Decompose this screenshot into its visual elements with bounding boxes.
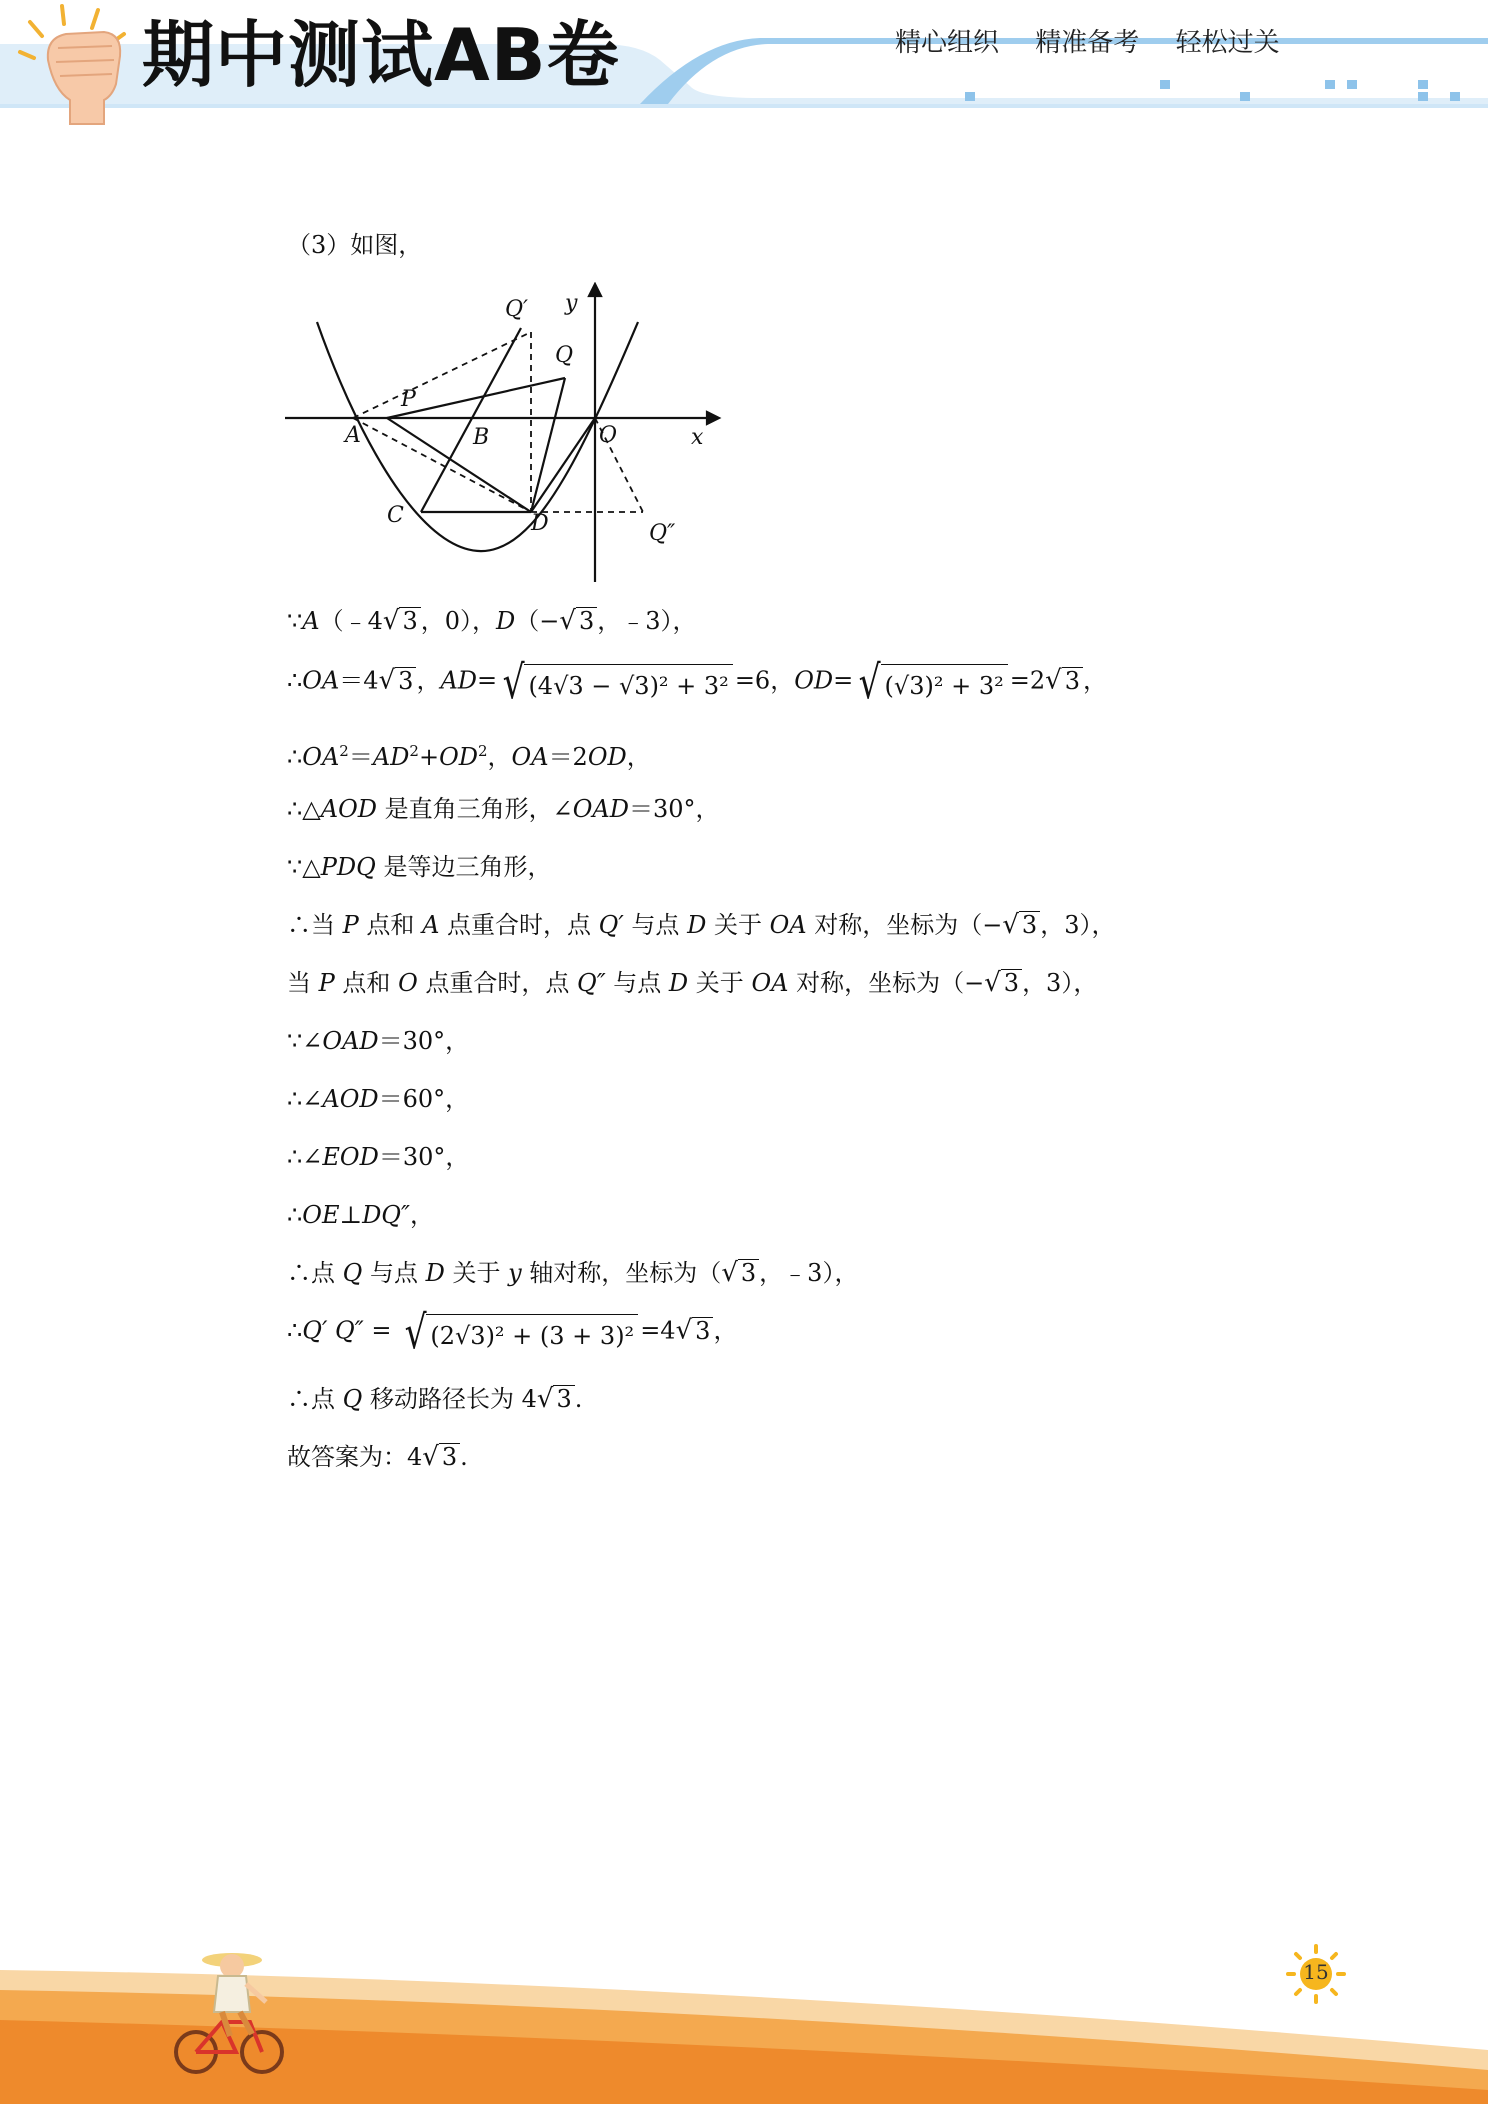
sqrt-symbol: √ bbox=[858, 655, 881, 709]
solution-line-3 bbox=[287, 734, 651, 774]
text: P bbox=[342, 911, 359, 939]
text: 3 bbox=[1019, 911, 1040, 938]
text: OE bbox=[302, 1201, 340, 1229]
label-q-prime: Q′ bbox=[505, 297, 529, 322]
text: ∵ bbox=[287, 607, 303, 635]
sqrt-symbol: √ bbox=[378, 665, 396, 696]
text: ∴∠ bbox=[287, 1085, 323, 1113]
text: + bbox=[418, 743, 440, 771]
sqrt-symbol: √ bbox=[502, 655, 525, 709]
text: O bbox=[398, 969, 418, 997]
text: (2√3)² + (3 + 3)² bbox=[426, 1314, 638, 1356]
text: D bbox=[496, 607, 516, 635]
header-title: 期中测试AB卷 bbox=[142, 13, 620, 97]
text: OD bbox=[587, 743, 627, 771]
label-d: D bbox=[531, 511, 549, 536]
big-sqrt bbox=[401, 1305, 638, 1359]
text: 对称，坐标为（− bbox=[806, 911, 1003, 939]
y-axis-arrow bbox=[589, 284, 601, 296]
text: =2 bbox=[1009, 666, 1046, 695]
page-number: 15 bbox=[1303, 1960, 1329, 1984]
text: =6， bbox=[734, 666, 795, 695]
text: ，3）， bbox=[1040, 911, 1116, 939]
text: 3 bbox=[1001, 969, 1022, 996]
sqrt-symbol: √ bbox=[404, 1305, 427, 1359]
big-sqrt bbox=[855, 655, 1007, 709]
text: D bbox=[425, 1259, 445, 1287]
text: 关于 bbox=[706, 911, 770, 939]
segment-do bbox=[531, 418, 595, 512]
text: = bbox=[363, 1316, 400, 1345]
text: OA bbox=[769, 911, 807, 939]
text: 3 bbox=[692, 1317, 713, 1344]
text: 对称，坐标为（− bbox=[788, 969, 985, 997]
text: ， bbox=[1082, 666, 1107, 695]
text: 3 bbox=[399, 607, 420, 634]
text: 点和 bbox=[334, 969, 399, 997]
page-footer bbox=[0, 1910, 1488, 2104]
geometry-figure bbox=[283, 282, 723, 582]
text: 3 bbox=[738, 1259, 759, 1286]
text: ＝60°， bbox=[378, 1085, 470, 1113]
text: 移动路径长为 4 bbox=[362, 1385, 537, 1413]
text: ， bbox=[713, 1316, 738, 1345]
segment-c-line bbox=[421, 328, 521, 512]
solution-line-10 bbox=[287, 1140, 469, 1180]
text: DQ″ bbox=[362, 1201, 410, 1229]
text: ，3）， bbox=[1022, 969, 1098, 997]
sqrt-symbol: √ bbox=[382, 606, 400, 636]
slogan-1: 精心组织 bbox=[895, 28, 1000, 58]
text: OA bbox=[302, 666, 340, 695]
text: AOD bbox=[320, 795, 377, 823]
text: ∴ bbox=[287, 1201, 303, 1229]
text: 点重合时，点 bbox=[439, 911, 599, 939]
text: 是直角三角形，∠ bbox=[376, 795, 573, 823]
text: ∴点 bbox=[287, 1259, 343, 1287]
text: ⊥ bbox=[339, 1201, 363, 1229]
text: EOD bbox=[322, 1143, 379, 1171]
text: 点和 bbox=[358, 911, 423, 939]
text: ∵∠ bbox=[287, 1027, 323, 1055]
label-q: Q bbox=[555, 343, 574, 368]
text: 2 bbox=[339, 742, 349, 760]
segment-pd bbox=[387, 418, 531, 512]
solution-line-4 bbox=[287, 792, 720, 832]
text: ，0）， bbox=[420, 607, 497, 635]
text: ∴点 bbox=[287, 1385, 343, 1413]
text: A bbox=[302, 607, 320, 635]
text: OAD bbox=[572, 795, 629, 823]
label-o: O bbox=[599, 423, 618, 448]
text: ∵△ bbox=[287, 853, 321, 881]
text: AD bbox=[440, 666, 478, 695]
x-axis-arrow bbox=[707, 412, 719, 424]
text: AD bbox=[372, 743, 410, 771]
segment-qd bbox=[531, 378, 565, 512]
sqrt-symbol: √ bbox=[536, 1384, 554, 1414]
text: 3 bbox=[439, 1443, 460, 1470]
text: (√3)² + 3² bbox=[881, 664, 1008, 706]
text: D bbox=[668, 969, 689, 997]
label-y: y bbox=[565, 291, 578, 316]
text: Q bbox=[342, 1259, 363, 1287]
text: OAD bbox=[322, 1027, 379, 1055]
solution-line-12 bbox=[287, 1256, 858, 1296]
text: 与点 bbox=[605, 969, 669, 997]
text: 关于 bbox=[444, 1259, 509, 1287]
text: 轴对称，坐标为（ bbox=[521, 1259, 722, 1287]
text: （− bbox=[515, 607, 560, 635]
text: y bbox=[508, 1259, 522, 1287]
text: ＝30°， bbox=[378, 1143, 470, 1171]
sqrt-symbol: √ bbox=[1045, 665, 1062, 696]
text: Q′ Q″ bbox=[302, 1316, 364, 1345]
slogan-2: 精准备考 bbox=[1035, 28, 1140, 58]
solution-line-7 bbox=[287, 966, 1097, 1006]
text: OA bbox=[751, 969, 789, 997]
text: ， bbox=[487, 743, 512, 771]
text: =4 bbox=[640, 1316, 676, 1345]
text: ∴ bbox=[287, 1316, 303, 1345]
text: 故答案为：4 bbox=[287, 1443, 423, 1471]
text: OA bbox=[511, 743, 549, 771]
label-c: C bbox=[387, 503, 404, 528]
text: P bbox=[318, 969, 335, 997]
text: . bbox=[460, 1443, 468, 1471]
text: OD bbox=[439, 743, 478, 771]
dashed-ad bbox=[353, 418, 531, 512]
text: Q bbox=[342, 1385, 363, 1413]
text: PDQ bbox=[320, 853, 376, 881]
text: OD bbox=[794, 666, 834, 695]
text: 3 bbox=[1062, 667, 1083, 694]
sqrt-symbol: √ bbox=[1002, 910, 1019, 940]
text: ∴ bbox=[287, 743, 303, 771]
text: ∴ bbox=[287, 666, 303, 695]
text: ＝2 bbox=[548, 743, 588, 771]
text: 当 bbox=[287, 969, 319, 997]
solution-line-11 bbox=[287, 1198, 434, 1238]
text: . bbox=[574, 1385, 583, 1413]
label-q-double-prime: Q″ bbox=[649, 521, 676, 546]
text: ，﹣3）， bbox=[759, 1259, 859, 1287]
text: AOD bbox=[322, 1085, 379, 1113]
solution-line-1 bbox=[287, 604, 697, 644]
solution-line-13 bbox=[287, 1305, 738, 1368]
solution-line-9 bbox=[287, 1082, 469, 1122]
label-b: B bbox=[473, 425, 490, 450]
sqrt-symbol: √ bbox=[984, 968, 1001, 998]
text: A bbox=[422, 911, 440, 939]
sqrt-symbol: √ bbox=[422, 1442, 439, 1472]
text: 关于 bbox=[688, 969, 752, 997]
text: ∴△ bbox=[287, 795, 321, 823]
solution-line-5 bbox=[287, 850, 551, 890]
slogan-3: 轻松过关 bbox=[1175, 28, 1280, 58]
text: ＝4 bbox=[339, 666, 379, 695]
text: D bbox=[687, 911, 707, 939]
solution-line-8 bbox=[287, 1024, 469, 1064]
text: OA bbox=[302, 743, 340, 771]
text: 3 bbox=[576, 607, 597, 634]
solution-line-6 bbox=[287, 908, 1115, 948]
label-p: P bbox=[401, 387, 416, 412]
page-header bbox=[0, 0, 1488, 130]
text: ＝30°， bbox=[378, 1027, 470, 1055]
text: Q′ bbox=[598, 911, 624, 939]
label-x: x bbox=[691, 425, 704, 450]
big-sqrt bbox=[499, 655, 733, 709]
solution-intro: （3）如图， bbox=[287, 231, 423, 259]
text: ， bbox=[416, 666, 441, 695]
footer-decoration bbox=[0, 1910, 1488, 2104]
text: = bbox=[833, 666, 854, 695]
text: (4√3 − √3)² + 3² bbox=[524, 664, 732, 706]
sqrt-symbol: √ bbox=[559, 606, 576, 636]
solution-line-2 bbox=[287, 655, 1107, 718]
text: （﹣4 bbox=[319, 607, 383, 635]
solution-line-14 bbox=[287, 1382, 582, 1422]
sqrt-symbol: √ bbox=[675, 1315, 693, 1346]
text: 2 bbox=[478, 742, 488, 760]
solution-line-15 bbox=[287, 1440, 468, 1480]
text: ，﹣3）， bbox=[597, 607, 697, 635]
header-slogans bbox=[895, 22, 1308, 59]
text: Q″ bbox=[577, 969, 606, 997]
text: ＝ bbox=[348, 743, 373, 771]
text: ∴∠ bbox=[287, 1143, 323, 1171]
text: 3 bbox=[395, 667, 416, 694]
text: ， bbox=[626, 743, 651, 771]
text: = bbox=[477, 666, 498, 695]
label-a: A bbox=[345, 423, 361, 448]
text: ∴当 bbox=[287, 911, 343, 939]
text: ＝30°， bbox=[628, 795, 720, 823]
text: 与点 bbox=[362, 1259, 426, 1287]
text: 2 bbox=[409, 742, 419, 760]
sqrt-symbol: √ bbox=[721, 1258, 738, 1288]
text: ， bbox=[409, 1201, 434, 1229]
text: 点重合时，点 bbox=[417, 969, 578, 997]
text: 3 bbox=[553, 1385, 574, 1412]
text: 与点 bbox=[623, 911, 688, 939]
text: 是等边三角形， bbox=[375, 853, 552, 881]
